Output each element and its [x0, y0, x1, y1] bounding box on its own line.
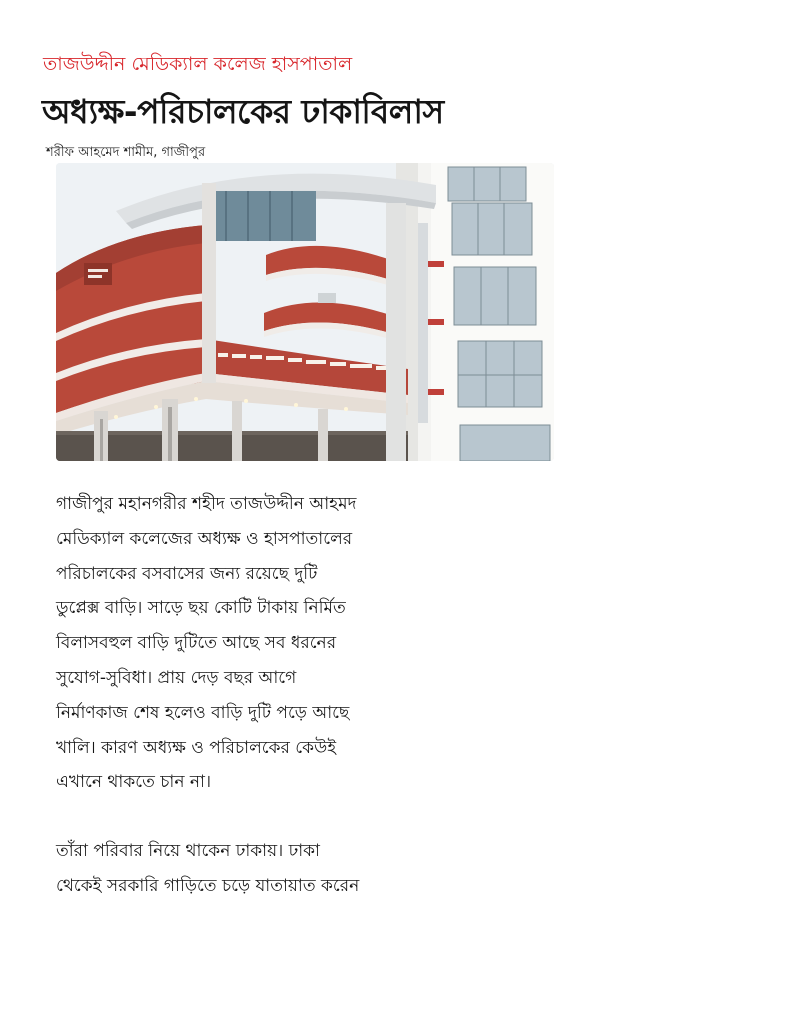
article-body — [56, 487, 486, 904]
hospital-building-image — [56, 163, 554, 461]
article-kicker[interactable]: তাজউদ্দীন মেডিক্যাল কলেজ হাসপাতাল — [43, 53, 353, 75]
article-headline[interactable]: অধ্যক্ষ-পরিচালকের ঢাকাবিলাস — [42, 92, 444, 131]
article-paragraph: গাজীপুর মহানগরীর শহীদ তাজউদ্দীন আহমদ মেডিক্যাল কলেজের অধ্যক্ষ ও হাসপাতালের পরিচালকের বসবাসের জন্য রয়েছে দুটি ডুপ্লেক্স বাড়ি। সাড়ে ছয় কোটি টাকায় নির্মিত বিলাসবহুল বাড়ি দুটিতে আছে সব ধরনের সুযোগ-সুবিধা। প্রায় দেড় বছর আগে নির্মাণকাজ শেষ হলেও বাড়ি দুটি পড়ে আছে খালি। কারণ অধ্যক্ষ ও পরিচালকের কেউই এখানে থাকতে চান না। — [56, 494, 357, 793]
article-byline: শরীফ আহমেদ শামীম, গাজীপুর — [46, 145, 206, 160]
article-paragraph: তাঁরা পরিবার নিয়ে থাকেন ঢাকায়। ঢাকা থেকেই সরকারি গাড়িতে চড়ে যাতায়াত করেন — [56, 841, 360, 896]
article-photo[interactable] — [56, 163, 554, 461]
